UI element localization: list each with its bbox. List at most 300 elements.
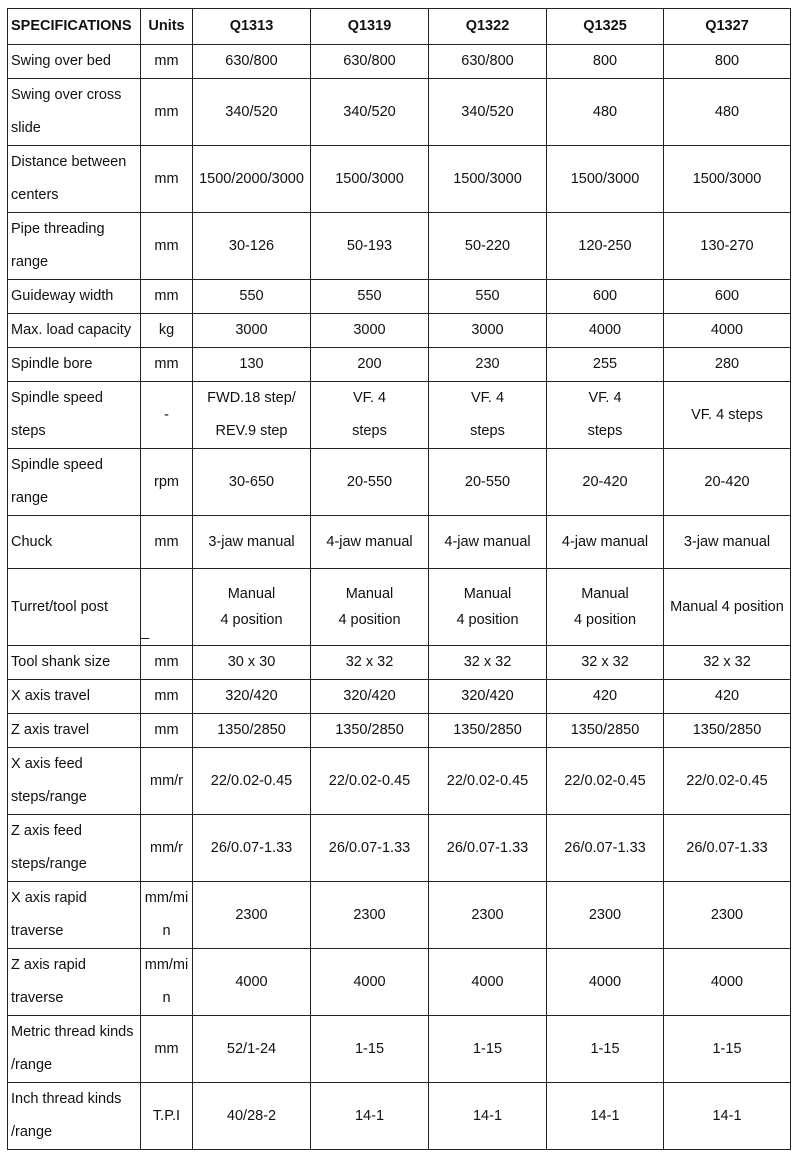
spec-unit — [141, 1016, 193, 1083]
spec-value-text: 1500/3000 — [335, 170, 404, 187]
spec-value-text: 480 — [592, 103, 618, 120]
spec-value-text: 420 — [714, 688, 740, 704]
spec-unit — [141, 569, 193, 646]
spec-unit — [141, 146, 193, 213]
spec-value — [193, 146, 311, 213]
table-row — [8, 213, 791, 280]
spec-value-text: 1350/2850 — [217, 722, 286, 738]
spec-label — [8, 45, 141, 79]
spec-unit-text: mm/r — [149, 772, 183, 789]
spec-value — [311, 714, 429, 748]
spec-value — [664, 45, 791, 79]
spec-unit-text: mm/mi n — [144, 890, 189, 939]
spec-value — [547, 45, 664, 79]
spec-value — [664, 516, 791, 569]
spec-value — [429, 882, 547, 949]
column-header-q1319: Q1319 — [311, 9, 429, 45]
spec-value-text: 600 — [714, 288, 740, 304]
spec-value-text: 32 x 32 — [703, 654, 751, 670]
spec-label-text: Inch thread kinds /range — [11, 1091, 122, 1140]
spec-value-text: Manual 4 position — [670, 598, 784, 615]
spec-label — [8, 516, 141, 569]
spec-label-text: Z axis feed steps/range — [11, 823, 87, 872]
table-row — [8, 569, 791, 646]
spec-value-text: 40/28-2 — [226, 1107, 277, 1124]
spec-value — [664, 348, 791, 382]
spec-value-text: 200 — [357, 356, 382, 372]
spec-value — [193, 1016, 311, 1083]
spec-value — [429, 680, 547, 714]
spec-value — [664, 646, 791, 680]
spec-value-text: 1-15 — [472, 1040, 503, 1057]
table-row — [8, 680, 791, 714]
spec-value — [429, 516, 547, 569]
spec-label-text: Turret/tool post — [11, 598, 108, 615]
spec-value — [311, 516, 429, 569]
spec-unit — [141, 449, 193, 516]
column-header-q1327: Q1327 — [664, 9, 791, 45]
spec-value — [664, 748, 791, 815]
spec-value-text: 4000 — [471, 973, 504, 990]
spec-value-text: 22/0.02-0.45 — [686, 772, 768, 789]
spec-value-text: VF. 4 steps — [587, 390, 623, 439]
spec-label — [8, 748, 141, 815]
spec-unit-text: mm — [154, 654, 179, 670]
column-header-q1313: Q1313 — [193, 9, 311, 45]
spec-value-text: 800 — [592, 53, 618, 69]
spec-value-text: 4000 — [588, 973, 622, 990]
spec-label-text: X axis travel — [11, 688, 90, 704]
spec-value — [311, 280, 429, 314]
spec-value — [429, 569, 547, 646]
spec-unit — [141, 882, 193, 949]
spec-value-text: 50-193 — [346, 237, 393, 254]
spec-value-text: 4-jaw manual — [326, 533, 413, 550]
table-row — [8, 1016, 791, 1083]
spec-unit-text: rpm — [154, 473, 179, 490]
spec-value-text: 340/520 — [343, 103, 396, 120]
spec-value-text: Manual 4 position — [338, 586, 401, 628]
spec-value-text: 4-jaw manual — [561, 533, 649, 550]
spec-value — [193, 949, 311, 1016]
spec-value — [193, 569, 311, 646]
spec-value — [311, 213, 429, 280]
spec-value — [547, 815, 664, 882]
spec-value-text: 630/800 — [343, 53, 396, 69]
spec-value-text: 4000 — [353, 973, 386, 990]
column-header-q1325: Q1325 — [547, 9, 664, 45]
spec-label — [8, 569, 141, 646]
spec-value — [429, 949, 547, 1016]
spec-value — [547, 569, 664, 646]
spec-label — [8, 1083, 141, 1150]
table-row — [8, 882, 791, 949]
spec-value — [429, 280, 547, 314]
spec-value — [547, 449, 664, 516]
spec-value — [664, 714, 791, 748]
spec-value — [311, 1083, 429, 1150]
spec-value — [193, 516, 311, 569]
spec-unit — [141, 45, 193, 79]
spec-value — [429, 45, 547, 79]
spec-value-text: Manual 4 position — [573, 586, 637, 628]
spec-label-text: Guideway width — [11, 288, 114, 304]
spec-unit — [141, 79, 193, 146]
spec-value-text: 1-15 — [712, 1040, 742, 1057]
spec-label-text: X axis feed steps/range — [11, 756, 87, 805]
spec-value-text: 20-420 — [704, 473, 750, 490]
spec-value — [547, 382, 664, 449]
spec-unit — [141, 348, 193, 382]
spec-value-text: FWD.18 step/ REV.9 step — [207, 390, 296, 439]
spec-value-text: 4000 — [710, 973, 744, 990]
spec-unit-text: mm — [154, 356, 179, 372]
spec-value — [193, 382, 311, 449]
spec-value-text: VF. 4 steps — [470, 390, 505, 439]
spec-value — [664, 949, 791, 1016]
spec-value-text: 3-jaw manual — [683, 533, 771, 550]
spec-value — [547, 314, 664, 348]
spec-unit-text: kg — [158, 322, 175, 338]
spec-value — [547, 646, 664, 680]
column-header-units: Units — [141, 9, 193, 45]
spec-value — [547, 1083, 664, 1150]
spec-value-text: VF. 4 steps — [691, 406, 763, 423]
spec-label-text: Pipe threading range — [11, 221, 105, 270]
spec-value — [429, 1016, 547, 1083]
spec-unit — [141, 714, 193, 748]
spec-value — [193, 79, 311, 146]
spec-value — [193, 45, 311, 79]
spec-unit-text: mm/mi n — [144, 957, 189, 1006]
spec-value — [547, 516, 664, 569]
spec-value — [429, 449, 547, 516]
spec-value-text: 52/1-24 — [226, 1040, 277, 1057]
spec-value-text: 1500/3000 — [453, 170, 522, 187]
spec-value — [193, 280, 311, 314]
spec-value — [193, 680, 311, 714]
spec-value — [664, 213, 791, 280]
table-row — [8, 79, 791, 146]
table-row — [8, 748, 791, 815]
spec-unit-text: T.P.I — [152, 1107, 181, 1124]
spec-label — [8, 646, 141, 680]
spec-label — [8, 680, 141, 714]
spec-value-text: 14-1 — [590, 1107, 620, 1124]
spec-value-text: 20-420 — [582, 473, 628, 490]
spec-value-text: 4000 — [588, 322, 622, 338]
spec-label-text: X axis rapid traverse — [11, 890, 87, 939]
spec-value — [193, 449, 311, 516]
spec-unit-text: mm — [154, 1040, 179, 1057]
spec-unit — [141, 314, 193, 348]
spec-value-text: 255 — [592, 356, 618, 372]
spec-value — [429, 79, 547, 146]
table-row — [8, 45, 791, 79]
spec-label-text: Swing over bed — [11, 53, 111, 69]
specifications-body — [8, 45, 791, 1150]
spec-value — [547, 280, 664, 314]
spec-value — [664, 1016, 791, 1083]
spec-unit — [141, 382, 193, 449]
spec-value-text: 630/800 — [225, 53, 278, 69]
spec-value — [193, 714, 311, 748]
spec-label-text: Tool shank size — [11, 654, 111, 670]
spec-value — [664, 1083, 791, 1150]
spec-unit — [141, 748, 193, 815]
spec-value-text: 50-220 — [464, 237, 511, 254]
spec-value — [547, 714, 664, 748]
spec-label-text: Spindle bore — [11, 356, 93, 372]
spec-value — [193, 1083, 311, 1150]
spec-unit-text: mm — [154, 688, 179, 704]
spec-label-text: Spindle speed range — [11, 457, 103, 506]
spec-value-text: 3000 — [471, 322, 504, 338]
spec-value — [193, 882, 311, 949]
spec-value — [664, 146, 791, 213]
spec-value-text: 20-550 — [346, 473, 393, 490]
table-row — [8, 1083, 791, 1150]
spec-value-text: 2300 — [235, 906, 268, 923]
spec-value-text: 320/420 — [343, 688, 396, 704]
spec-value — [193, 748, 311, 815]
spec-value — [664, 314, 791, 348]
spec-value — [664, 280, 791, 314]
spec-value — [664, 815, 791, 882]
spec-value-text: 32 x 32 — [345, 654, 394, 670]
spec-value-text: 1500/3000 — [692, 170, 762, 187]
column-header-q1322: Q1322 — [429, 9, 547, 45]
spec-unit — [141, 949, 193, 1016]
spec-unit — [141, 516, 193, 569]
spec-unit — [141, 1083, 193, 1150]
spec-label — [8, 815, 141, 882]
table-row — [8, 382, 791, 449]
spec-value-text: 1-15 — [354, 1040, 385, 1057]
spec-value-text: 4-jaw manual — [444, 533, 531, 550]
spec-value-text: 1-15 — [590, 1040, 620, 1057]
spec-label-text: Chuck — [11, 533, 53, 550]
spec-value-text: 130 — [239, 356, 264, 372]
spec-label — [8, 1016, 141, 1083]
spec-value — [311, 79, 429, 146]
spec-label — [8, 949, 141, 1016]
spec-unit-text: mm — [154, 103, 179, 120]
spec-value-text: 22/0.02-0.45 — [446, 772, 529, 789]
spec-unit-text: mm/r — [149, 839, 183, 856]
table-row — [8, 314, 791, 348]
spec-unit-text: _ — [141, 624, 150, 640]
spec-value — [193, 314, 311, 348]
spec-value — [193, 213, 311, 280]
spec-label — [8, 146, 141, 213]
spec-label-text: Spindle speed steps — [11, 390, 103, 439]
spec-label — [8, 382, 141, 449]
spec-value — [429, 646, 547, 680]
spec-value-text: VF. 4 steps — [352, 390, 387, 439]
spec-value — [193, 348, 311, 382]
table-row — [8, 714, 791, 748]
spec-value-text: 280 — [714, 356, 740, 372]
table-row — [8, 815, 791, 882]
spec-value-text: 230 — [475, 356, 500, 372]
spec-value — [547, 213, 664, 280]
spec-value-text: 3000 — [235, 322, 268, 338]
spec-value-text: 1350/2850 — [692, 722, 762, 738]
spec-value-text: 1350/2850 — [570, 722, 640, 738]
table-row — [8, 348, 791, 382]
column-header-specifications: SPECIFICATIONS — [8, 9, 141, 45]
spec-value-text: 30-126 — [228, 237, 275, 254]
spec-value-text: 26/0.07-1.33 — [328, 839, 411, 856]
spec-value — [547, 348, 664, 382]
spec-value — [547, 680, 664, 714]
spec-value-text: 320/420 — [461, 688, 514, 704]
spec-label-text: Distance between centers — [11, 154, 127, 203]
spec-value-text: 2300 — [353, 906, 386, 923]
spec-value — [429, 213, 547, 280]
spec-value — [311, 748, 429, 815]
spec-value-text: 420 — [592, 688, 618, 704]
spec-label — [8, 449, 141, 516]
spec-value-text: 32 x 32 — [581, 654, 629, 670]
spec-value-text: 30 x 30 — [227, 654, 276, 670]
spec-value-text: 550 — [475, 288, 500, 304]
spec-value — [311, 146, 429, 213]
spec-label — [8, 882, 141, 949]
spec-value — [311, 348, 429, 382]
spec-value — [664, 79, 791, 146]
table-row — [8, 449, 791, 516]
spec-value-text: 22/0.02-0.45 — [210, 772, 293, 789]
spec-value-text: 26/0.07-1.33 — [686, 839, 768, 856]
spec-unit — [141, 815, 193, 882]
spec-value-text: 1500/3000 — [570, 170, 640, 187]
spec-value-text: 14-1 — [472, 1107, 503, 1124]
spec-unit-text: mm — [154, 722, 179, 738]
spec-value — [311, 382, 429, 449]
spec-value — [311, 45, 429, 79]
spec-value-text: 3-jaw manual — [208, 533, 295, 550]
spec-unit-text: - — [164, 406, 169, 423]
spec-value — [429, 748, 547, 815]
spec-value-text: 130-270 — [700, 237, 754, 254]
spec-value-text: Manual 4 position — [220, 586, 283, 628]
spec-value — [311, 314, 429, 348]
spec-value — [547, 949, 664, 1016]
table-row — [8, 949, 791, 1016]
spec-value-text: 32 x 32 — [463, 654, 512, 670]
spec-unit-text: mm — [154, 533, 179, 550]
spec-value-text: 1500/2000/3000 — [199, 170, 304, 187]
spec-value — [311, 882, 429, 949]
spec-value-text: 26/0.07-1.33 — [446, 839, 529, 856]
spec-value — [664, 680, 791, 714]
spec-value-text: 800 — [714, 53, 740, 69]
spec-value-text: 26/0.07-1.33 — [210, 839, 293, 856]
specifications-table — [7, 8, 791, 1150]
spec-value — [547, 146, 664, 213]
spec-value — [311, 815, 429, 882]
spec-unit — [141, 280, 193, 314]
spec-value — [429, 382, 547, 449]
spec-value — [664, 449, 791, 516]
spec-label-text: Max. load capacity — [11, 322, 132, 338]
spec-value-text: 4000 — [235, 973, 268, 990]
spec-value-text: 14-1 — [354, 1107, 385, 1124]
spec-value — [429, 815, 547, 882]
spec-label — [8, 213, 141, 280]
spec-label-text: Metric thread kinds /range — [11, 1024, 134, 1073]
spec-value-text: 550 — [239, 288, 264, 304]
spec-label — [8, 348, 141, 382]
spec-value — [429, 1083, 547, 1150]
spec-value — [311, 949, 429, 1016]
spec-value — [429, 348, 547, 382]
spec-value-text: 120-250 — [578, 237, 632, 254]
spec-value-text: 14-1 — [712, 1107, 742, 1124]
spec-value — [547, 748, 664, 815]
spec-value — [311, 569, 429, 646]
spec-unit-text: mm — [154, 53, 179, 69]
spec-value-text: 2300 — [588, 906, 622, 923]
spec-unit-text: mm — [154, 237, 179, 254]
spec-value-text: 22/0.02-0.45 — [328, 772, 411, 789]
spec-value-text: 26/0.07-1.33 — [564, 839, 646, 856]
spec-value — [193, 815, 311, 882]
table-row — [8, 146, 791, 213]
spec-value-text: 600 — [592, 288, 618, 304]
spec-label — [8, 280, 141, 314]
table-row — [8, 646, 791, 680]
spec-value-text: Manual 4 position — [456, 586, 519, 628]
spec-value — [664, 569, 791, 646]
spec-value-text: 630/800 — [461, 53, 514, 69]
spec-value — [547, 79, 664, 146]
spec-value-text: 30-650 — [228, 473, 275, 490]
spec-value-text: 340/520 — [225, 103, 278, 120]
spec-value — [429, 146, 547, 213]
spec-value — [547, 882, 664, 949]
spec-value-text: 480 — [714, 103, 740, 120]
spec-value-text: 550 — [357, 288, 382, 304]
spec-value — [429, 314, 547, 348]
spec-value-text: 3000 — [353, 322, 386, 338]
spec-value — [547, 1016, 664, 1083]
spec-label — [8, 79, 141, 146]
spec-value-text: 340/520 — [461, 103, 514, 120]
spec-value-text: 1350/2850 — [453, 722, 522, 738]
spec-value — [429, 714, 547, 748]
spec-value-text: 22/0.02-0.45 — [564, 772, 646, 789]
table-row — [8, 280, 791, 314]
spec-value — [193, 646, 311, 680]
spec-value — [311, 449, 429, 516]
spec-value — [664, 882, 791, 949]
header-row — [8, 9, 791, 45]
spec-unit — [141, 646, 193, 680]
spec-unit — [141, 680, 193, 714]
spec-label — [8, 314, 141, 348]
spec-value-text: 2300 — [710, 906, 744, 923]
spec-value — [311, 646, 429, 680]
spec-unit-text: mm — [154, 288, 179, 304]
spec-value-text: 4000 — [710, 322, 744, 338]
spec-label-text: Z axis travel — [11, 722, 90, 738]
spec-value-text: 20-550 — [464, 473, 511, 490]
table-row — [8, 516, 791, 569]
spec-value-text: 1350/2850 — [335, 722, 404, 738]
